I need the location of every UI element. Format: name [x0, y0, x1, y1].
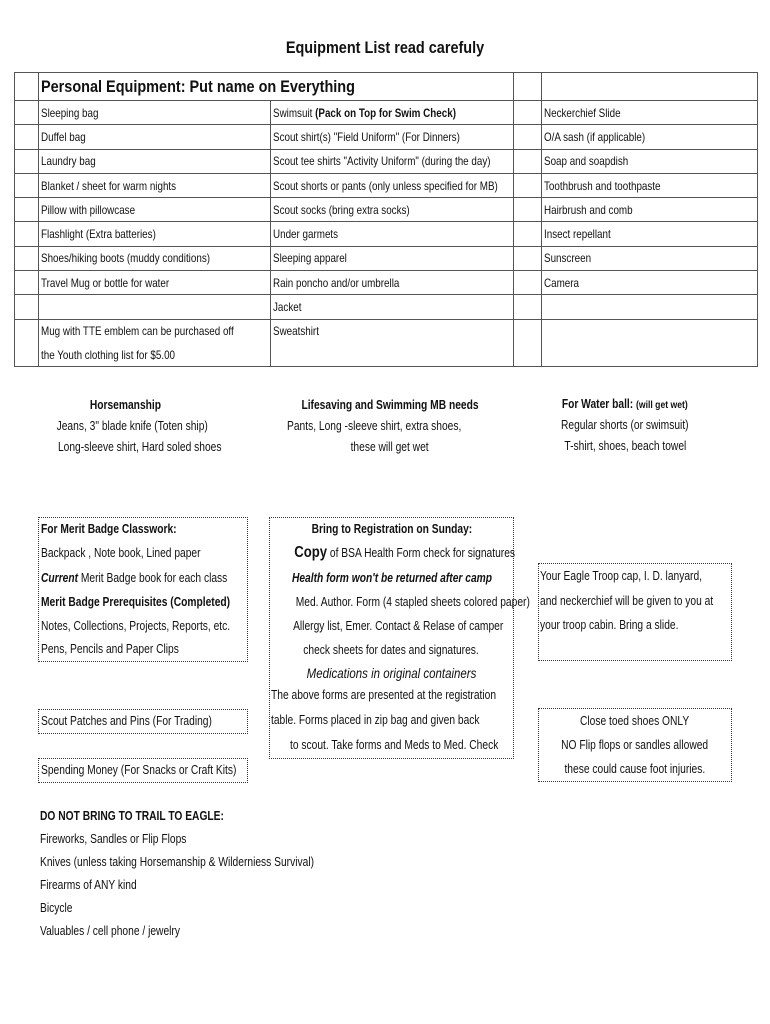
registration-line-3: Med. Author. Form (4 stapled sheets colored paper) [295, 595, 530, 609]
personal-item-col3 [542, 319, 758, 343]
row-number-cell [15, 343, 39, 367]
personal-item-col3: Camera [542, 271, 758, 295]
registration-line-7: The above forms are presented at the registration [271, 688, 497, 702]
personal-item-col1: Duffel bag [39, 125, 271, 149]
do-not-bring-title: DO NOT BRING TO TRAIL TO EAGLE: [40, 809, 224, 823]
registration-health-note: Health form won't be returned after camp [291, 571, 493, 585]
table-row [15, 125, 758, 149]
do-not-bring-section [40, 809, 374, 938]
personal-item-col2: Jacket [271, 295, 514, 319]
personal-item-col2: Scout shorts or pants (only unless specified for MB) [271, 173, 514, 197]
spacer-cell [514, 319, 542, 343]
table-header-right [542, 73, 758, 101]
registration-medications: Medications in original containers [306, 665, 477, 681]
horsemanship-line-1: Jeans, 3" blade knife (Toten ship) [56, 419, 208, 433]
table-row [15, 246, 758, 270]
personal-item-col2 [271, 343, 514, 367]
row-number-cell [15, 222, 39, 246]
eagle-cap-box [538, 563, 732, 661]
table-row [15, 222, 758, 246]
spacer-cell [514, 101, 542, 125]
personal-item-col3: Neckerchief Slide [542, 101, 758, 125]
spacer-cell [514, 222, 542, 246]
registration-line-8: table. Forms placed in zip bag and given back [271, 713, 480, 727]
money-text: Spending Money (For Snacks or Craft Kits) [41, 763, 237, 777]
row-number-cell [15, 101, 39, 125]
table-header-spacer [514, 73, 542, 101]
do-not-bring-item: Fireworks, Sandles or Flip Flops [40, 832, 187, 846]
personal-item-col3: Hairbrush and comb [542, 198, 758, 222]
row-number-cell [15, 271, 39, 295]
do-not-bring-item: Knives (unless taking Horsemanship & Wilderniess Survival) [40, 855, 315, 869]
spacer-cell [514, 125, 542, 149]
lifesaving-line-1: Pants, Long -sleeve shirt, extra shoes, [287, 419, 462, 433]
merit-line-2: Merit Badge book for each class [78, 571, 228, 585]
do-not-bring-item: Bicycle [40, 901, 73, 915]
waterball-title-note: (will get wet) [636, 399, 688, 411]
table-row [15, 173, 758, 197]
waterball-title: For Water ball: [562, 397, 634, 411]
merit-line-2-emphasis: Current [41, 571, 79, 585]
table-row [15, 319, 758, 343]
table-row [15, 343, 758, 367]
shoes-box [538, 708, 732, 782]
patches-text: Scout Patches and Pins (For Trading) [41, 714, 212, 728]
eagle-line-3: your troop cabin. Bring a slide. [540, 618, 679, 632]
horsemanship-line-2: Long-sleeve shirt, Hard soled shoes [57, 440, 222, 454]
page-title: Equipment List read carefuly [285, 38, 485, 57]
personal-item-col3: O/A sash (if applicable) [542, 125, 758, 149]
row-number-cell [15, 149, 39, 173]
row-number-cell [15, 246, 39, 270]
patches-box [38, 709, 248, 734]
personal-item-col2: Under garmets [271, 222, 514, 246]
table-row [15, 271, 758, 295]
personal-item-col2: Sweatshirt [271, 319, 514, 343]
personal-item-col1: Mug with TTE emblem can be purchased off [39, 319, 271, 343]
lifesaving-title: Lifesaving and Swimming MB needs [301, 398, 479, 412]
row-number-cell [15, 198, 39, 222]
personal-item-col1: Blanket / sheet for warm nights [39, 173, 271, 197]
personal-item-col1: Travel Mug or bottle for water [39, 271, 271, 295]
registration-box [269, 517, 530, 759]
personal-item-col1: the Youth clothing list for $5.00 [39, 343, 271, 367]
row-number-cell [15, 173, 39, 197]
lifesaving-line-2: these will get wet [350, 440, 430, 454]
merit-line-3: Merit Badge Prerequisites (Completed) [41, 595, 231, 609]
personal-equipment-table [14, 72, 758, 367]
waterball-section [540, 397, 710, 453]
merit-line-5: Pens, Pencils and Paper Clips [41, 642, 179, 656]
personal-item-col1: Laundry bag [39, 149, 271, 173]
registration-copy-line: of BSA Health Form check for signatures [327, 546, 516, 560]
eagle-line-2: and neckerchief will be given to you at [540, 594, 714, 608]
personal-item-col2: Rain poncho and/or umbrella [271, 271, 514, 295]
personal-item-col1: Sleeping bag [39, 101, 271, 125]
table-corner-cell [15, 73, 39, 101]
spacer-cell [514, 173, 542, 197]
registration-line-5: check sheets for dates and signatures. [303, 643, 480, 657]
personal-item-col3 [542, 343, 758, 367]
do-not-bring-item: Firearms of ANY kind [40, 878, 137, 892]
personal-item-col3: Sunscreen [542, 246, 758, 270]
personal-item-col1: Pillow with pillowcase [39, 198, 271, 222]
waterball-line-1: Regular shorts (or swimsuit) [561, 418, 689, 432]
personal-item-col3 [542, 295, 758, 319]
merit-line-1: Backpack , Note book, Lined paper [41, 546, 201, 560]
merit-title: For Merit Badge Classwork: [41, 522, 177, 536]
horsemanship-section [40, 398, 222, 454]
personal-item-col2: Scout shirt(s) "Field Uniform" (For Dinners) [271, 125, 514, 149]
shoes-line-3: these could cause foot injuries. [564, 762, 706, 776]
personal-item-col2: Sleeping apparel [271, 246, 514, 270]
merit-line-4: Notes, Collections, Projects, Reports, etc. [41, 619, 231, 633]
spacer-cell [514, 271, 542, 295]
waterball-line-2: T-shirt, shoes, beach towel [564, 439, 686, 453]
row-number-cell [15, 125, 39, 149]
personal-item-col1: Flashlight (Extra batteries) [39, 222, 271, 246]
table-header: Personal Equipment: Put name on Everything [39, 73, 514, 101]
do-not-bring-item: Valuables / cell phone / jewelry [40, 924, 180, 938]
table-row [15, 198, 758, 222]
spacer-cell [514, 149, 542, 173]
lifesaving-section [275, 398, 505, 454]
table-row [15, 149, 758, 173]
personal-item-col2: Scout tee shirts "Activity Uniform" (during the day) [271, 149, 514, 173]
personal-item-col2: Scout socks (bring extra socks) [271, 198, 514, 222]
personal-item-col1 [39, 295, 271, 319]
table-row [15, 101, 758, 125]
shoes-line-1: Close toed shoes ONLY [580, 714, 690, 728]
money-box [38, 758, 248, 783]
registration-copy-emphasis: Copy [294, 544, 328, 561]
registration-line-4: Allergy list, Emer. Contact & Relase of camper [293, 619, 504, 633]
row-number-cell [15, 295, 39, 319]
personal-item-col2: Swimsuit (Pack on Top for Swim Check) [271, 101, 514, 125]
spacer-cell [514, 295, 542, 319]
spacer-cell [514, 198, 542, 222]
shoes-line-2: NO Flip flops or sandles allowed [561, 738, 709, 752]
merit-badge-box [38, 517, 248, 662]
spacer-cell [514, 343, 542, 367]
registration-line-9: to scout. Take forms and Meds to Med. Check [290, 738, 499, 752]
horsemanship-title: Horsemanship [89, 398, 161, 412]
spacer-cell [514, 246, 542, 270]
personal-item-col3: Insect repellant [542, 222, 758, 246]
row-number-cell [15, 319, 39, 343]
personal-item-col3: Toothbrush and toothpaste [542, 173, 758, 197]
personal-item-col3: Soap and soapdish [542, 149, 758, 173]
personal-item-col1: Shoes/hiking boots (muddy conditions) [39, 246, 271, 270]
eagle-line-1: Your Eagle Troop cap, I. D. lanyard, [540, 569, 703, 583]
registration-title: Bring to Registration on Sunday: [311, 522, 472, 536]
table-row [15, 295, 758, 319]
